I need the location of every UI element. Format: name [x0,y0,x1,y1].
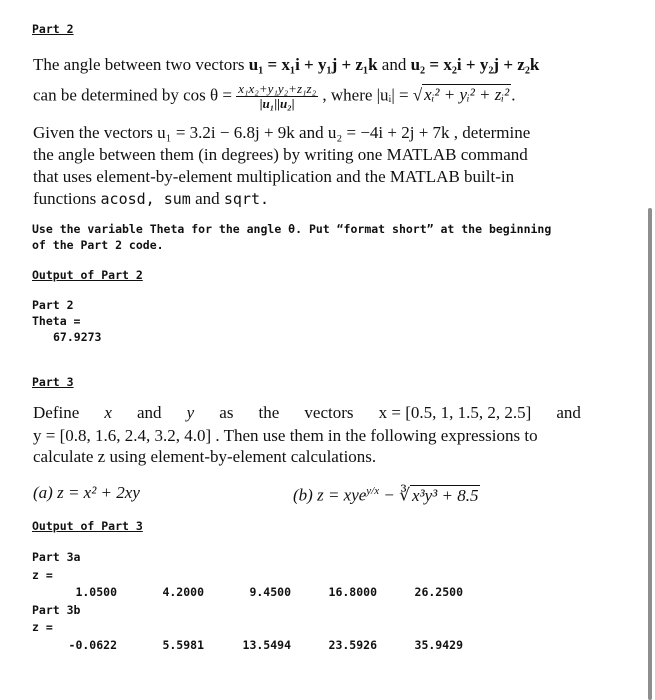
part3a-value: 1.0500 [75,585,117,599]
part2-output-label: Part 2 [32,298,74,312]
part3b-value: 23.5926 [328,638,377,652]
expression-a: (a) z = x² + 2xy [33,483,140,502]
part2-instruction-line1: Use the variable Theta for the angle θ. Put “format short” at the beginning [32,222,552,236]
part2-output-var: Theta = [32,314,81,328]
part2-heading: Part 2 [32,22,74,36]
part3a-value: 26.2500 [414,585,463,599]
part2-line2: can be determined by cos θ = $\frac{\text{x₁x₂+y₁y₂+z₁z₂}}{\text{|u₁||u₂|}}$ , where |uᵢ| = √ xᵢ² + yᵢ² + zᵢ² . [33,81,516,111]
part3b-var: z = [32,620,53,634]
vector-u1: u₁ = x₁i + y₁j + z₁k [248,55,378,74]
part3b-values-row [32,638,472,654]
part2-line6: functions acosd, sum and sqrt. [33,189,270,208]
cos-fraction: $\frac{\text{x₁x₂+y₁y₂+z₁z₂}}{\text{|u₁||u₂|}}$ [238,81,317,111]
part3a-var: z = [32,568,53,582]
part3-heading: Part 3 [32,375,74,389]
vector-u2: u₂ = x₂i + y₂j + z₂k [410,55,540,74]
part3a-label: Part 3a [32,550,81,564]
part3b-value: 35.9429 [414,638,463,652]
part2-output-heading: Output of Part 2 [32,268,143,282]
part3a-values-row [32,585,472,601]
part3b-label: Part 3b [32,603,81,617]
vertical-scrollbar[interactable] [648,208,652,700]
part2-output-value: 67.9273 [53,330,102,344]
part2-line3: Given the vectors u₁ = 3.2i − 6.8j + 9k and u₂ = −4i + 2j + 7k , determine [33,123,531,142]
norm-radicand: xᵢ² + yᵢ² + zᵢ² [424,85,510,105]
expression-b: (b) z = xye$^{y/x}$ − ∛ x³y³ + 8.5 [293,485,479,505]
part2-line1: The angle between two vectors u₁ = x₁i + y₁j + z₁k and u₂ = x₂i + y₂j + z₂k [33,55,540,74]
part2-instruction-line2: of the Part 2 code. [32,238,164,252]
part3a-value: 4.2000 [162,585,204,599]
part3b-value: 5.5981 [162,638,204,652]
part3a-value: 16.8000 [328,585,377,599]
part3-line3: calculate z using element-by-element calculations. [33,447,377,466]
part2-line5: that uses element-by-element multiplication and the MATLAB built-in [33,167,515,186]
part3-line1: Define x and y as the vectors x = [0.5, 1, 1.5, 2, 2.5] and [33,403,581,422]
x-vector: x = [0.5, 1, 1.5, 2, 2.5] [378,403,532,422]
part3b-value: 13.5494 [242,638,291,652]
part3-line2: y = [0.8, 1.6, 2.4, 3.2, 4.0] . Then use them in the following expressions to [33,426,538,445]
part3a-value: 9.4500 [249,585,291,599]
part3b-value: -0.0622 [68,638,117,652]
part3-output-heading: Output of Part 3 [32,519,143,533]
part2-line4: the angle between them (in degrees) by writing one MATLAB command [33,145,528,164]
